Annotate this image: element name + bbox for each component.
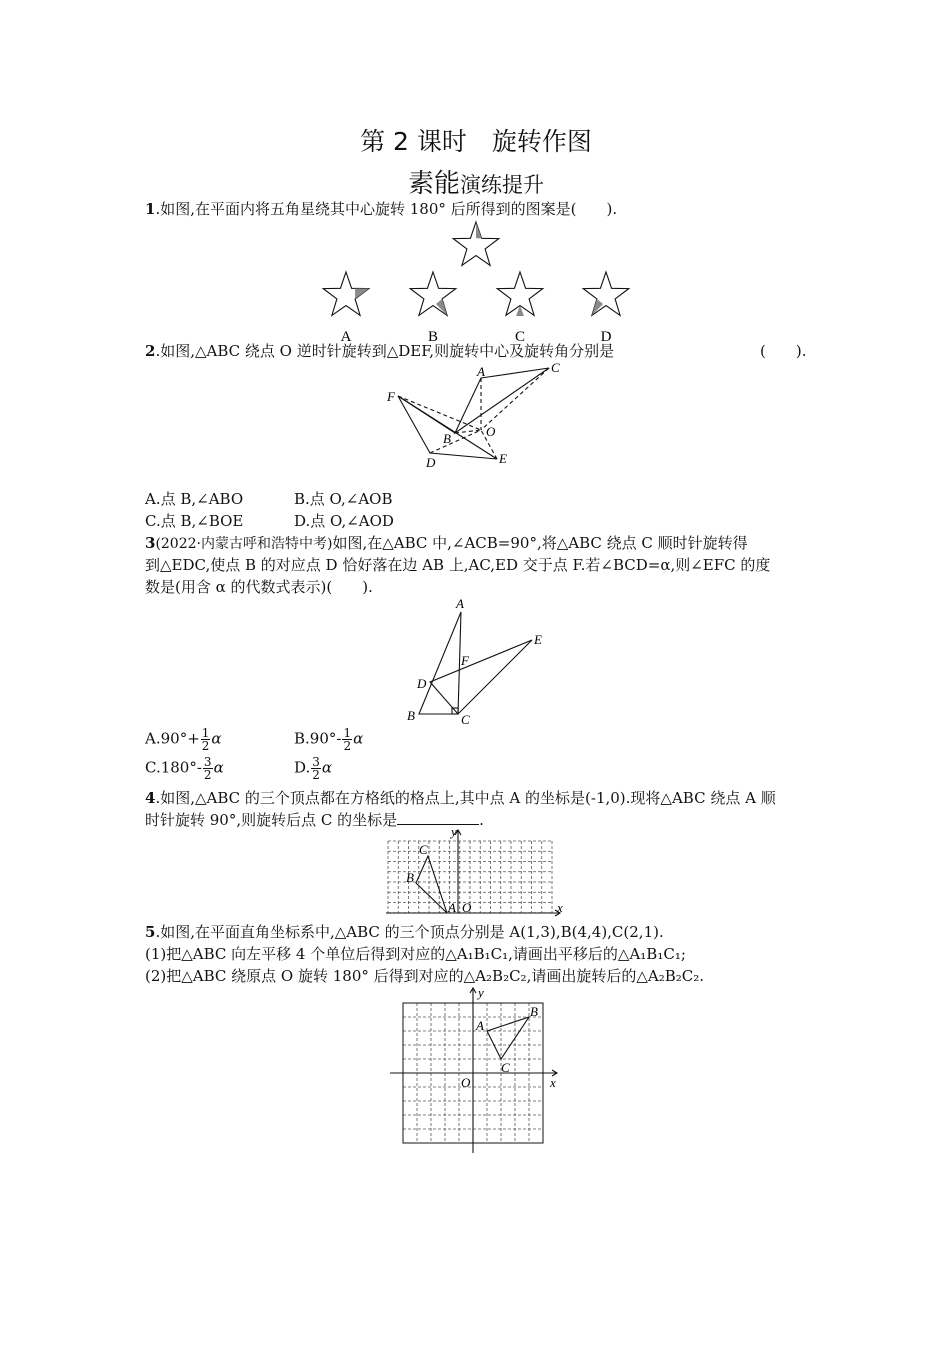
point-label-c: C (501, 1060, 510, 1075)
question-number: 3 (145, 534, 156, 552)
question-text-line-1: 如图,在△ABC 中,∠ACB=90°,将△ABC 绕点 C 顺时针旋转得 (332, 534, 748, 552)
axis-label-y: y (478, 985, 484, 1000)
point-label-o: O (486, 424, 496, 439)
question-text-line-2: 到△EDC,使点 B 的对应点 D 恰好落在边 AB 上,AC,ED 交于点 F.若∠BCD=α,则∠EFC 的度 (145, 556, 771, 574)
question-text: .如图,△ABC 的三个顶点都在方格纸的格点上,其中点 A 的坐标是(-1,0).现将△ABC 绕点 A 顺 (155, 789, 776, 807)
question-part-1: (1)把△ABC 向左平移 4 个单位后得到对应的△A₁B₁C₁,请画出平移后的△A₁B₁C₁; (145, 945, 686, 963)
question-source: (2022·内蒙古呼和浩特中考) (155, 536, 333, 552)
point-label-b: B (443, 431, 451, 446)
option-a: A.90°+ $\frac{1}{2}$ α (145, 726, 222, 753)
point-label-e: E (499, 451, 507, 466)
point-label-f: F (461, 653, 469, 668)
question-text-line-2: 时针旋转 90°,则旋转后点 C 的坐标是 . (145, 811, 484, 829)
axis-label-x: x (557, 900, 563, 915)
question-number: 5 (145, 923, 156, 941)
question-text: .如图,在平面直角坐标系中,△ABC 的三个顶点分别是 A(1,3),B(4,4),C(2,1). (155, 923, 664, 941)
point-label-b: B (530, 1004, 538, 1019)
question-part-2: (2)把△ABC 绕原点 O 旋转 180° 后得到对应的△A₂B₂C₂,请画出旋转后的△A₂B₂C₂. (145, 967, 705, 985)
section-title-small: 演练提升 (460, 173, 544, 197)
fraction: $\frac{3}{2}$ (203, 755, 212, 782)
axis-label-y: y (451, 824, 457, 839)
question-number: 1 (145, 200, 156, 218)
section-title-big: 素能 (407, 169, 460, 199)
question-text-line-3: 数是(用含 α 的代数式表示)( ). (145, 578, 373, 596)
fraction: $\frac{1}{2}$ (201, 726, 210, 753)
question-text: .如图,△ABC 绕点 O 逆时针旋转到△DEF,则旋转中心及旋转角分别是 (155, 342, 615, 360)
option-label-d: D (600, 329, 612, 345)
lesson-title: 第 2 课时 旋转作图 (360, 127, 592, 156)
option-b: B.点 O,∠AOB (294, 490, 393, 508)
point-label-a: A (456, 596, 464, 611)
option-label-b: B (427, 329, 439, 345)
answer-paren: ( ). (760, 342, 807, 360)
point-label-b: B (406, 870, 414, 885)
point-label-a: A (448, 900, 456, 915)
fraction: $\frac{3}{2}$ (312, 755, 320, 782)
fraction: $\frac{1}{2}$ (343, 726, 352, 753)
option-b: B.90°- $\frac{1}{2}$ α (294, 726, 364, 753)
point-label-b: B (407, 708, 415, 723)
point-label-c: C (551, 360, 560, 375)
option-d: D. $\frac{3}{2}$ α (294, 755, 333, 782)
option-a: A.点 B,∠ABO (145, 490, 244, 508)
point-label-d: D (426, 455, 436, 470)
point-label-a: A (477, 364, 485, 379)
point-label-a: A (476, 1018, 484, 1033)
option-label-a: A (340, 329, 352, 345)
origin-label-o: O (462, 900, 472, 915)
point-label-e: E (534, 632, 542, 647)
option-c: C.点 B,∠BOE (145, 512, 244, 530)
point-label-c: C (461, 712, 470, 727)
point-label-f: F (387, 389, 395, 404)
question-number: 4 (145, 789, 156, 807)
option-c: C.180°- $\frac{3}{2}$ α (145, 755, 224, 782)
option-d: D.点 O,∠AOD (294, 512, 394, 530)
point-label-d: D (417, 676, 427, 691)
option-label-c: C (514, 329, 526, 345)
point-label-c: C (419, 842, 428, 857)
axis-label-x: x (550, 1075, 556, 1090)
question-text: .如图,在平面内将五角星绕其中心旋转 180° 后所得到的图案是( ). (155, 200, 618, 218)
origin-label-o: O (461, 1075, 471, 1090)
question-number: 2 (145, 342, 156, 360)
